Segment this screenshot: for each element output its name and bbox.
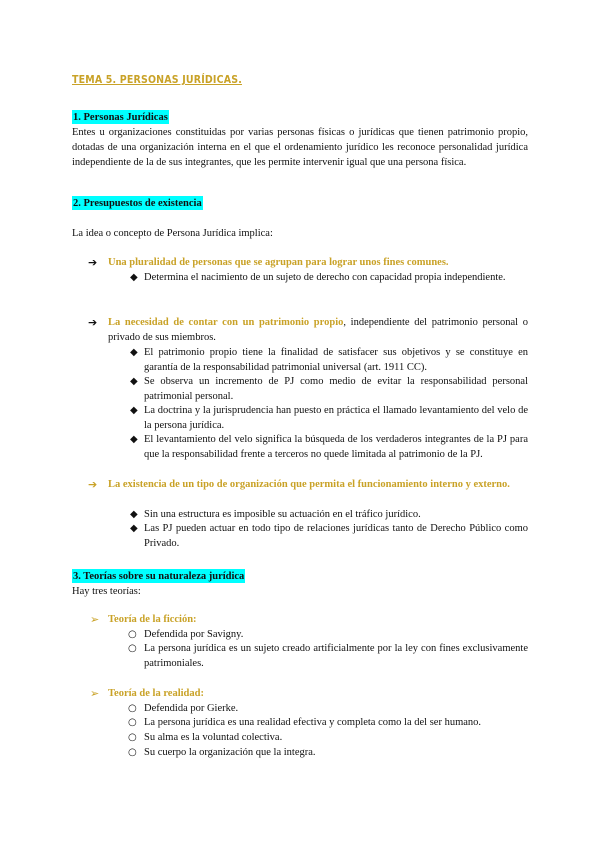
presupuesto-2-item-1: El patrimonio propio tiene la finalidad de satisfacer sus objetivos y se constituye en garantía de la responsabilidad patrimonial universal (art. 1911 CC).: [144, 347, 528, 373]
circle-bullet-icon: ○: [128, 747, 137, 758]
section-1-heading: 1. Personas Jurídicas: [73, 112, 168, 123]
presupuesto-2-label: La necesidad de contar con un patrimonio propio: [108, 317, 344, 328]
circle-bullet-icon: ○: [128, 703, 137, 714]
diamond-bullet-icon: ◆: [130, 272, 138, 283]
page-title: TEMA 5. PERSONAS JURÍDICAS.: [72, 73, 242, 86]
presupuesto-1-label: Una pluralidad de personas que se agrupan para lograr unos fines comunes.: [108, 257, 449, 268]
arrow-right-icon: ➔: [88, 316, 98, 329]
arrow-head-icon: ➢: [90, 613, 100, 626]
diamond-bullet-icon: ◆: [130, 405, 138, 416]
arrow-head-icon: ➢: [90, 687, 100, 700]
circle-bullet-icon: ○: [128, 643, 137, 654]
teoria-1-item-1: Defendida por Savigny.: [144, 629, 244, 640]
presupuesto-2-rest: , independiente del patrimonio personal o privado de sus miembros.: [108, 317, 528, 343]
arrow-right-icon: ➔: [88, 478, 98, 491]
arrow-right-icon: ➔: [88, 256, 98, 269]
presupuesto-2-item-3: La doctrina y la jurisprudencia han puesto en práctica el llamado levantamiento del velo de la persona jurídica.: [144, 405, 528, 431]
section-3-heading: 3. Teorías sobre su naturaleza jurídica: [73, 571, 245, 582]
diamond-bullet-icon: ◆: [130, 376, 138, 387]
teoria-1-label: Teoría de la ficción:: [108, 614, 197, 625]
teoria-1-item-2: La persona jurídica es un sujeto creado artificialmente por la ley con fines exclusivamente patrimoniales.: [144, 643, 528, 669]
section-1-paragraph: Entes u organizaciones constituidas por varias personas físicas o jurídicas que tienen patrimonio propio, dotadas de una organización interna en el que el ordenamiento jurídico les reconoce personalidad jurídica independiente de la de sus integrantes, que les permite intervenir igual que una persona física.: [72, 127, 528, 168]
presupuesto-3-item-1: Sin una estructura es imposible su actuación en el tráfico jurídico.: [144, 509, 421, 520]
circle-bullet-icon: ○: [128, 717, 137, 728]
section-3-intro: Hay tres teorías:: [72, 586, 141, 597]
presupuesto-3-item-2: Las PJ pueden actuar en todo tipo de relaciones jurídicas tanto de Derecho Público como Privado.: [144, 523, 528, 549]
diamond-bullet-icon: ◆: [130, 434, 138, 445]
presupuesto-2-item-2: Se observa un incremento de PJ como medio de evitar la responsabilidad personal patrimonial personal.: [144, 376, 528, 402]
diamond-bullet-icon: ◆: [130, 509, 138, 520]
diamond-bullet-icon: ◆: [130, 523, 138, 534]
circle-bullet-icon: ○: [128, 629, 137, 640]
teoria-2-item-2: La persona jurídica es una realidad efectiva y completa como la del ser humano.: [144, 717, 482, 728]
section-2-heading: 2. Presupuestos de existencia: [73, 198, 202, 209]
presupuesto-2-text: [108, 315, 528, 345]
presupuesto-1-item-1: Determina el nacimiento de un sujeto de derecho con capacidad propia independiente.: [144, 272, 506, 283]
teoria-2-label: Teoría de la realidad:: [108, 688, 204, 699]
circle-bullet-icon: ○: [128, 732, 137, 743]
teoria-2-item-4: Su cuerpo la organización que la integra.: [144, 747, 316, 758]
presupuesto-2-item-4: El levantamiento del velo significa la búsqueda de los verdaderos integrantes de la PJ para que la responsabilidad frente a terceros no quede limitada al patrimonio de la PJ.: [144, 434, 528, 460]
section-2-intro: La idea o concepto de Persona Jurídica implica:: [72, 228, 273, 239]
presupuesto-3-label: La existencia de un tipo de organización que permita el funcionamiento interno y externo.: [108, 479, 510, 490]
teoria-2-item-1: Defendida por Gierke.: [144, 703, 239, 714]
diamond-bullet-icon: ◆: [130, 347, 138, 358]
teoria-2-item-3: Su alma es la voluntad colectiva.: [144, 732, 283, 743]
